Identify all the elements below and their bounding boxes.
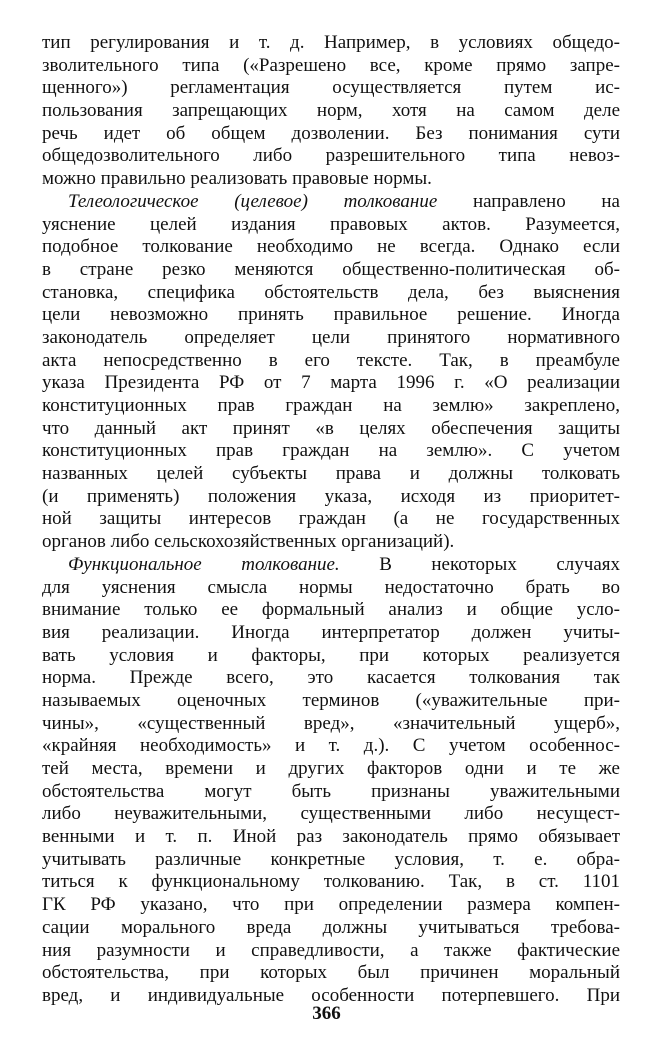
text-line: учитывать различные конкретные условия, т. е. обра- (42, 848, 620, 870)
text-line: подобное толкование необходимо не всегда. Однако если (42, 236, 620, 258)
text-line: ГК РФ указано, что при определении размера компен- (42, 894, 620, 916)
text-line: ния разумности и справедливости, а также фактические (42, 939, 620, 961)
text-line: пользования запрещающих норм, хотя на самом деле (42, 100, 620, 122)
page-number: 366 (312, 1003, 341, 1024)
text-line: внимание только ее формальный анализ и общие усло- (42, 599, 620, 621)
text-line: (и применять) положения указа, исходя из приоритет- (42, 485, 620, 507)
text-run: направлено на (437, 190, 620, 212)
text-line: в стране резко меняются общественно-политическая об- (42, 258, 620, 280)
text-line: называемых оценочных терминов («уважительные при- (42, 689, 620, 711)
text-line: ной защиты интересов граждан (а не государственных (42, 508, 620, 530)
text-line: вред, и индивидуальные особенности потерпевшего. При (42, 984, 620, 1006)
text-line: названных целей субъекты права и должны толковать (42, 463, 620, 485)
italic-term: Функциональное толкование. (68, 553, 340, 575)
text-line: щенного») регламентация осуществляется путем ис- (42, 77, 620, 99)
text-line: акта непосредственно в его тексте. Так, в преамбуле (42, 349, 620, 371)
text-line: для уяснения смысла нормы недостаточно брать во (42, 576, 620, 598)
text-line: можно правильно реализовать правовые нормы. (42, 168, 432, 190)
text-line: зволительного типа («Разрешено все, кроме прямо запре- (42, 54, 620, 76)
text-line: органов либо сельскохозяйственных организаций). (42, 531, 455, 553)
text-line: указа Президента РФ от 7 марта 1996 г. «О реализации (42, 372, 620, 394)
text-line: тей места, времени и других факторов одни и те же (42, 758, 620, 779)
text-line: цели невозможно принять правильное решение. Иногда (42, 304, 620, 326)
body-text (42, 32, 620, 1008)
text-line: речь идет об общем дозволении. Без понимания сути (42, 122, 620, 144)
text-line: тип регулирования и т. д. Например, в условиях общедо- (42, 32, 620, 53)
text-line: обстоятельства могут быть признаны уважительными (42, 780, 620, 802)
text-line: титься к функциональному толкованию. Так, в ст. 1101 (42, 871, 620, 893)
text-line: сации морального вреда должны учитываться требова- (42, 916, 620, 938)
text-line: норма. Прежде всего, это касается толкования так (42, 667, 620, 689)
text-line: чины», «существенный вред», «значительный ущерб», (42, 712, 620, 734)
paragraph-start-line (42, 554, 620, 577)
italic-term: Телеологическое (целевое) толкование (68, 190, 438, 212)
text-line: либо неуважительными, существенными либо несущест- (42, 803, 620, 825)
text-line: конституционных прав граждан на землю» закреплено, (42, 395, 620, 416)
text-line: уяснение целей издания правовых актов. Разумеется, (42, 213, 620, 235)
text-line: вать условия и факторы, при которых реализуется (42, 644, 620, 666)
text-line: законодатель определяет цели принятого нормативного (42, 326, 620, 348)
text-line: «крайняя необходимость» и т. д.). С учетом особеннос- (42, 735, 620, 757)
text-line: венными и т. п. Иной раз законодатель прямо обязывает (42, 826, 620, 848)
text-run: В некоторых случаях (339, 553, 620, 575)
text-line: что данный акт принят «в целях обеспечения защиты (42, 417, 620, 439)
text-line: вия реализации. Иногда интерпретатор должен учиты- (42, 621, 620, 643)
paragraph-start-line (42, 191, 620, 214)
text-line: обстоятельства, при которых был причинен моральный (42, 962, 620, 984)
text-line: становка, специфика обстоятельств дела, без выяснения (42, 281, 620, 303)
text-line: общедозволительного либо разрешительного типа невоз- (42, 145, 620, 167)
text-line: конституционных прав граждан на землю». С учетом (42, 440, 620, 462)
